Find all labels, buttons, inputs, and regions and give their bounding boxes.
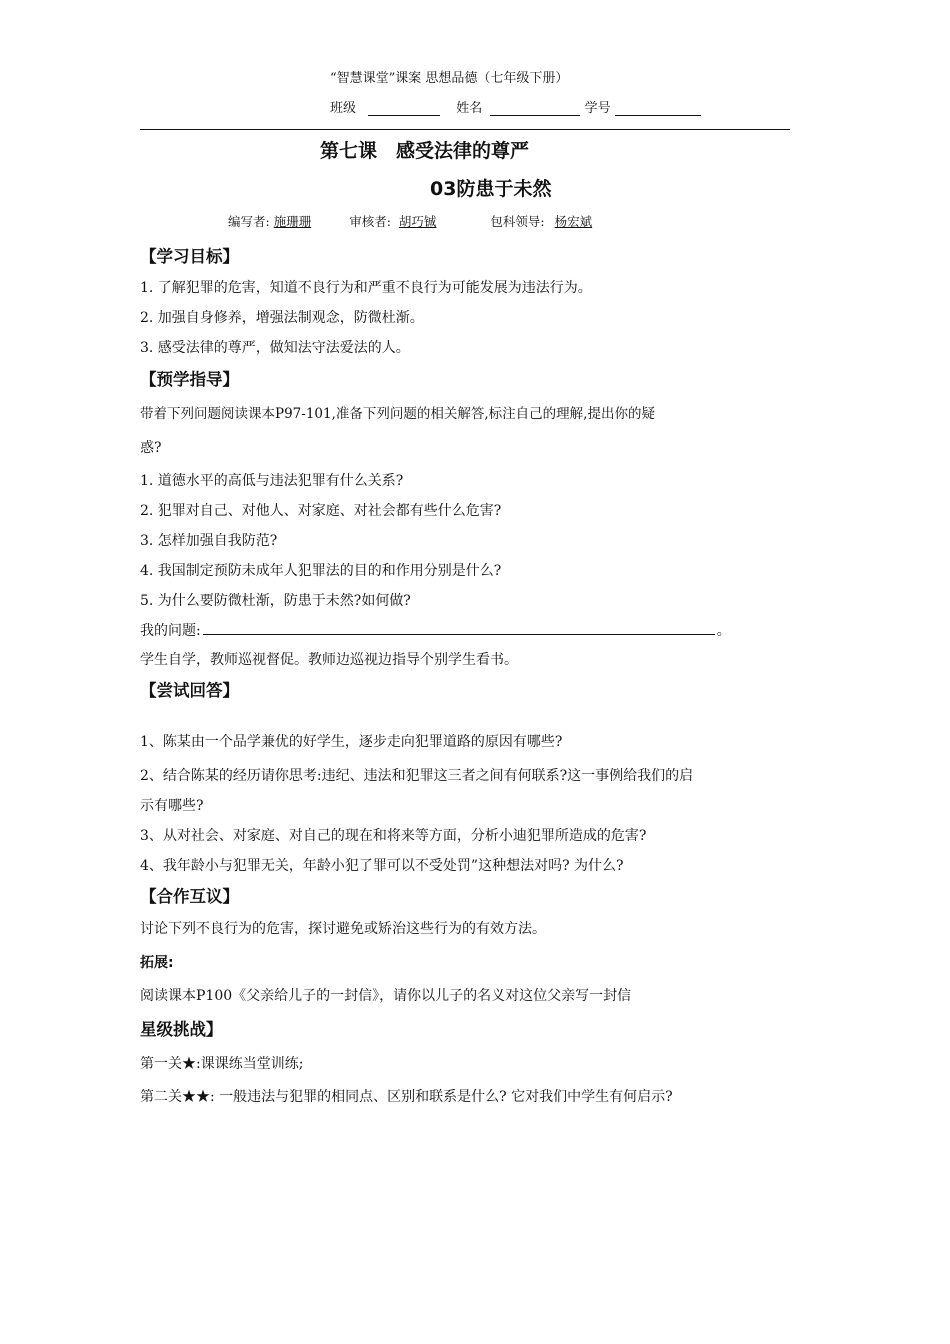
id-field[interactable] [615,101,701,116]
objectives-heading: 【学习目标】 [140,247,239,266]
document-header: “智慧课堂”课案 思想品德（七年级下册） [330,71,569,86]
leader-name: 杨宏斌 [554,214,593,229]
credits-row [228,212,592,230]
objective-item: 2. 加强自身修养，增强法制观念，防微杜渐。 [140,310,424,326]
my-question-end: 。 [716,623,731,639]
cooperate-text: 讨论下列不良行为的危害，探讨避免或矫治这些行为的有效方法。 [140,921,546,937]
leader-label: 包科领导: [490,214,545,229]
reviewer-label: 审核者: [349,214,391,229]
header-divider [140,129,790,130]
self-study-note: 学生自学，教师巡视督促。教师边巡视边指导个别学生看书。 [140,652,518,668]
preview-question: 2. 犯罪对自己、对他人、对家庭、对社会都有些什么危害? [140,503,502,519]
author-label: 编写者: [228,214,270,229]
lesson-title: 第七课 感受法律的尊严 [320,140,530,162]
attempt-question: 1、陈某由一个品学兼优的好学生，逐步走向犯罪道路的原因有哪些? [140,734,563,750]
student-info-row [330,97,701,116]
id-label: 学号 [584,101,611,116]
extend-text: 阅读课本P100《父亲给儿子的一封信》，请你以儿子的名义对这位父亲写一封信 [140,988,632,1004]
name-label: 姓名 [456,101,483,116]
objective-item: 1. 了解犯罪的危害，知道不良行为和严重不良行为可能发展为违法行为。 [140,280,592,296]
class-label: 班级 [330,101,357,116]
my-question-label: 我的问题: [140,623,201,639]
preview-intro: 带着下列问题阅读课本P97-101,准备下列问题的相关解答,标注自己的理解,提出你的疑 [140,406,655,422]
attempt-question: 3、从对社会、对家庭、对自己的现在和将来等方面，分析小迪犯罪所造成的危害? [140,828,647,844]
name-field[interactable] [490,101,580,116]
objective-item: 3. 感受法律的尊严，做知法守法爱法的人。 [140,340,410,356]
reviewer-name: 胡巧铖 [398,214,437,229]
preview-intro-cont: 惑? [140,440,162,456]
my-question-row [140,620,731,640]
challenge-level-2: 第二关★★: 一般违法与犯罪的相同点、区别和联系是什么? 它对我们中学生有何启示? [140,1089,673,1105]
preview-heading: 【预学指导】 [140,370,239,389]
preview-question: 5. 为什么要防微杜渐，防患于未然?如何做? [140,593,411,609]
challenge-level-1: 第一关★:课课练当堂训练; [140,1056,304,1072]
attempt-heading: 【尝试回答】 [140,681,239,700]
challenge-heading: 星级挑战】 [140,1020,223,1039]
preview-question: 4. 我国制定预防未成年人犯罪法的目的和作用分别是什么? [140,563,502,579]
attempt-question-cont: 示有哪些? [140,798,204,814]
my-question-field[interactable] [203,622,715,635]
cooperate-heading: 【合作互议】 [140,887,239,906]
class-field[interactable] [368,101,440,116]
lesson-subtitle: 03防患于未然 [430,178,552,200]
attempt-question: 4、我年龄小与犯罪无关，年龄小犯了罪可以不受处罚”这种想法对吗? 为什么? [140,858,624,874]
attempt-question: 2、结合陈某的经历请你思考:违纪、违法和犯罪这三者之间有何联系?这一事例给我们的启 [140,768,694,784]
author-name: 施珊珊 [273,214,312,229]
preview-question: 1. 道德水平的高低与违法犯罪有什么关系? [140,473,404,489]
extend-label: 拓展: [140,955,174,971]
preview-question: 3. 怎样加强自我防范? [140,533,278,549]
